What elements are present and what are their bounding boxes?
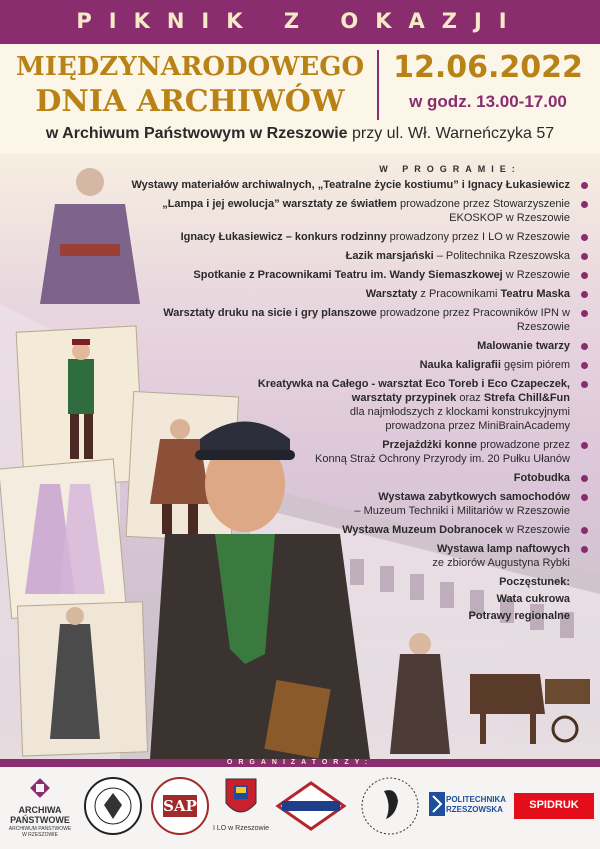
header [0,44,600,154]
archiwa-panstwowe-logo: ARCHIWA PAŃSTWOWE ARCHIWUM PAŃSTWOWE W RZESZOWIE [6,775,74,839]
ilo-logo: I LO w Rzeszowie [212,775,270,839]
event-date: 12.06.2022 [393,50,583,85]
ipn-logo [82,775,144,839]
bullet-icon [581,272,588,279]
sap-logo: SAP [150,775,210,839]
venue [0,125,600,143]
title-line1: MIĘDZYNARODOWEGO [16,52,365,82]
divider [377,50,379,120]
bullet-icon [581,253,588,260]
list-item: Przejażdżki konne prowadzone przez Konną Straż Ochrony Przyrody im. 20 Pułku Ułanów [118,438,588,466]
program-list [118,178,588,626]
refreshment-item: Wata cukrowa [496,593,570,605]
list-item: Warsztaty z Pracownikami Teatru Maska [118,287,588,301]
top-banner [0,0,600,44]
venue-address: przy ul. Wł. Warneńczyka 57 [347,125,555,142]
bullet-icon [581,291,588,298]
bullet-icon [581,343,588,350]
list-item: Nauka kaligrafii gęsim piórem [118,358,588,372]
list-item: Wystawa zabytkowych samochodów – Muzeum Techniki i Militariów w Rzeszowie [118,490,588,518]
bullet-icon [581,310,588,317]
bullet-icon [581,475,588,482]
muzeum-techniki-logo [272,775,350,839]
bullet-icon [581,182,588,189]
bullet-icon [581,527,588,534]
bullet-icon [581,494,588,501]
list-item: Ignacy Łukasiewicz – konkurs rodzinny prowadzony przez I LO w Rzeszowie [118,230,588,244]
venue-name: w Archiwum Państwowym w Rzeszowie [45,125,348,142]
list-item: Wystawa Muzeum Dobranocek w Rzeszowie [118,523,588,537]
bullet-icon [581,442,588,449]
bullet-icon [581,362,588,369]
list-item: Spotkanie z Pracownikami Teatru im. Wandy Siemaszkowej w Rzeszowie [118,268,588,282]
bullet-icon [581,546,588,553]
costume-sketch-2 [0,459,126,618]
spidruk-logo: SPIDRUK [514,775,594,839]
title-line2: DNIA ARCHIWÓW [35,84,345,119]
bullet-icon [581,381,588,388]
top-banner-text: PIKNIK Z OKAZJI [76,9,524,33]
event-hours: w godz. 13.00-17.00 [409,92,567,111]
list-item: Wystawa lamp naftowych ze zbiorów Augustyna Rybki [118,542,588,570]
list-item: Wystawy materiałów archiwalnych, „Teatralne życie kostiumu” i Ignacy Łukasiewicz [118,178,588,192]
list-item: Malowanie twarzy [118,339,588,353]
refreshment-item: Potrawy regionalne [468,610,570,622]
bullet-icon [581,201,588,208]
list-item: Fotobudka [118,471,588,485]
teatr-siemaszkowej-logo [356,775,424,839]
refreshments-heading: Poczęstunek: [499,576,570,588]
bullet-icon [581,234,588,241]
list-item: „Lampa i jej ewolucja” warsztaty ze światłem prowadzone przez Stowarzyszenie EKOSKOP w Rzeszowie [118,197,588,225]
list-item: Warsztaty druku na sicie i gry planszowe prowadzone przez Pracowników IPN w Rzeszowie [118,306,588,334]
list-item: Kreatywka na Całego - warsztat Eco Toreb i Eco Czapeczek, warsztaty przypinek oraz Strefa Chill&Fun dla najmłodszych z klockami konstrukcyjnymi prowadzona przez MiniBrainAcademy [118,377,588,433]
organizers-heading: ORGANIZATORZY: [226,759,374,766]
politechnika-logo: POLITECHNIKA RZESZOWSKA [428,775,510,839]
program-heading: W PROGRAMIE: [379,164,521,174]
list-item: Łazik marsjański – Politechnika Rzeszowska [118,249,588,263]
organizers-logos [0,767,600,849]
